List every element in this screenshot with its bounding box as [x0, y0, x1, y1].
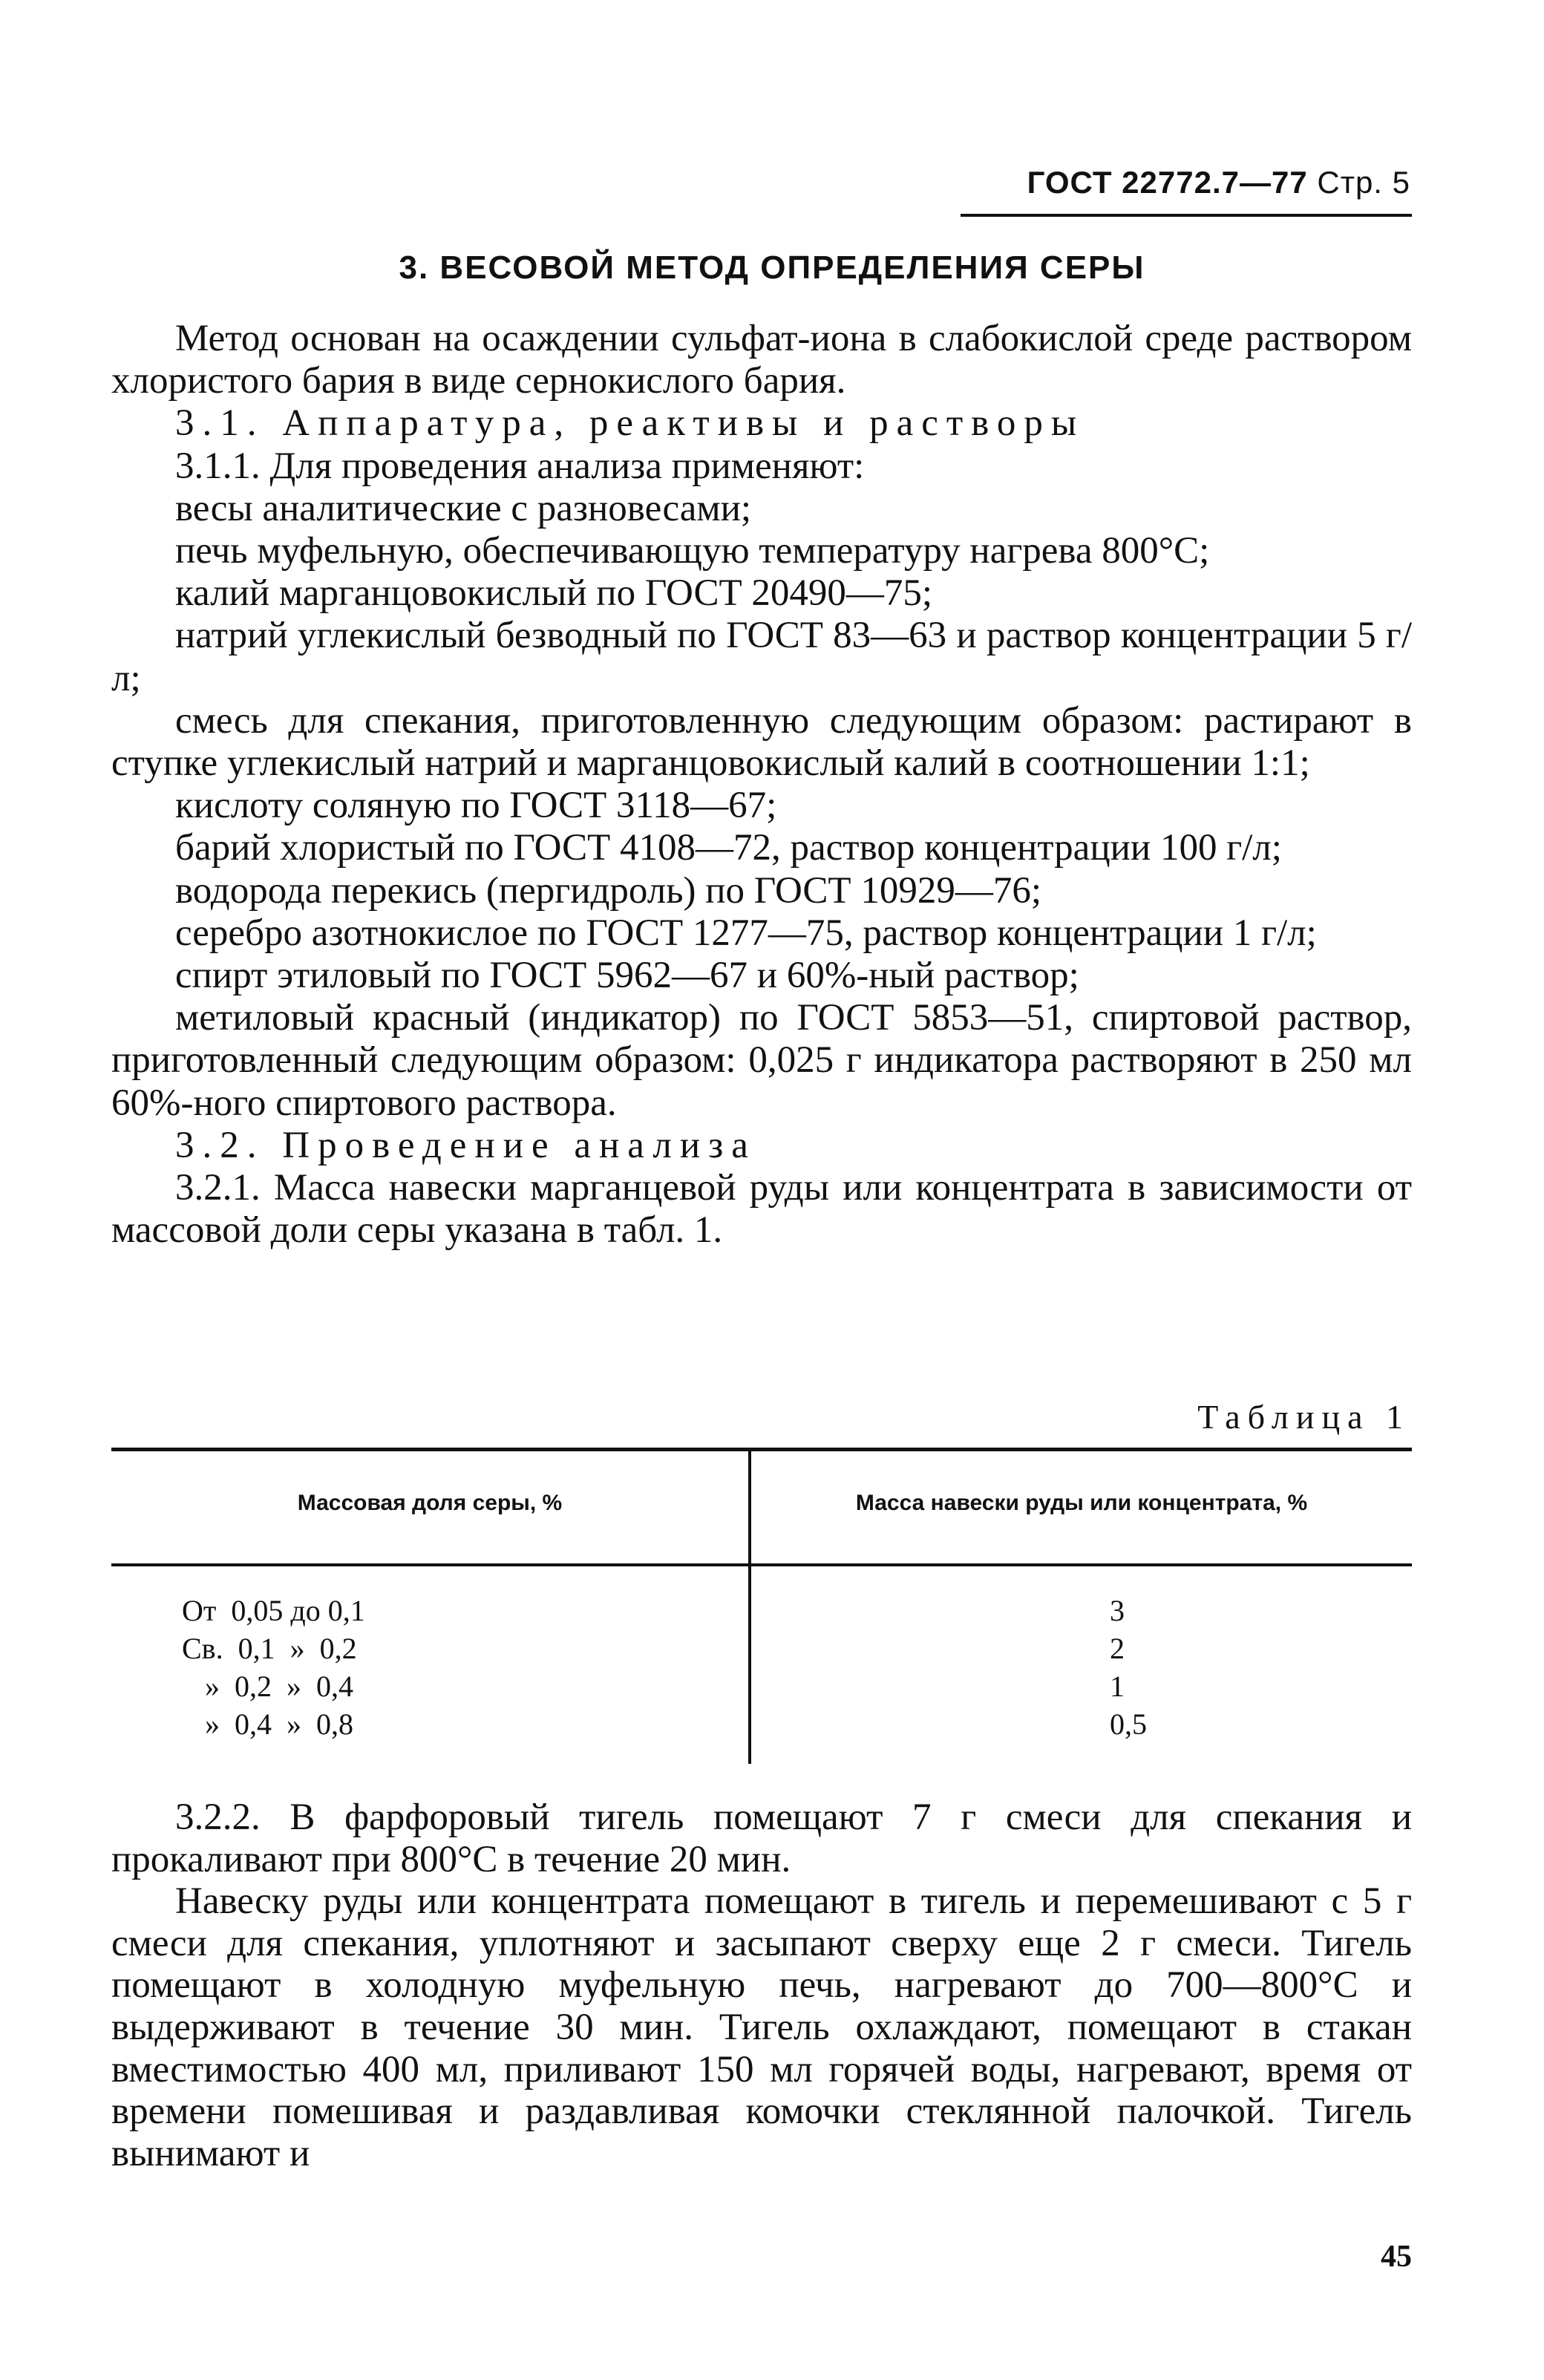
running-header: [964, 165, 1410, 200]
gost-number: ГОСТ 22772.7—77: [1027, 165, 1308, 200]
section-title: 3. ВЕСОВОЙ МЕТОД ОПРЕДЕЛЕНИЯ СЕРЫ: [399, 249, 1145, 286]
list-item: водорода перекись (пергидроль) по ГОСТ 10929—76;: [175, 869, 1041, 912]
paragraph: 3.2.1. Масса навески марганцевой руды или концентрата в зависимости от массовой доли серы указана в табл. 1.: [111, 1167, 1412, 1252]
table-row: [111, 1669, 1412, 1707]
list-item: натрий углекислый безводный по ГОСТ 83—63 и раствор концентрации 5 г/л;: [111, 615, 1412, 699]
table-row: [111, 1593, 1412, 1631]
list-item: барий хлористый по ГОСТ 4108—72, раствор концентрации 100 г/л;: [175, 827, 1282, 869]
sulfur-table: [111, 1448, 1412, 1767]
table-caption: Таблица 1: [1197, 1398, 1410, 1436]
list-item: кислоту соляную по ГОСТ 3118—67;: [175, 785, 777, 827]
paragraph: 3.2.2. В фарфоровый тигель помещают 7 г смеси для спекания и прокаливают при 800°С в течение 20 мин.: [111, 1797, 1412, 1880]
list-item: весы аналитические с разновесами;: [175, 487, 752, 529]
body-text: [111, 318, 1412, 1252]
subsection-heading: 3.1. Аппаратура, реактивы и растворы: [175, 402, 1085, 445]
paragraph: Навеску руды или концентрата помещают в тигель и перемешивают с 5 г смеси для спекания, уплотняют и засыпают сверху еще 2 г смеси. Тигель помещают в холодную муфельную печь, нагревают до 700—800°С и выдерживают в течение 30 мин. Тигель охлаждают, помещают в стакан вместимостью 400 мл, приливают 150 мл горячей воды, нагревают, время от времени помешивая и раздавливая комочки стеклянной палочкой. Тигель вынимают и: [111, 1880, 1412, 2174]
list-item: печь муфельную, обеспечивающую температуру нагрева 800°С;: [175, 530, 1210, 572]
body-text-continued: [111, 1797, 1412, 2174]
table-cell-sulfur-fraction: » 0,4 » 0,8: [205, 1707, 353, 1741]
page-number: 45: [1381, 2240, 1412, 2274]
list-item: смесь для спекания, приготовленную следующим образом: растирают в ступке углекислый натрий и марганцовокислый калий в соотношении 1:1;: [111, 699, 1412, 785]
table-header-sulfur-fraction: Массовая доля серы, %: [297, 1491, 563, 1515]
list-item: спирт этиловый по ГОСТ 5962—67 и 60%-ный раствор;: [175, 955, 1079, 997]
table-body: [111, 1593, 1412, 1745]
paragraph: 3.1.1. Для проведения анализа применяют:: [175, 445, 865, 487]
table-cell-sulfur-fraction: Св. 0,1 » 0,2: [182, 1632, 357, 1665]
list-item: метиловый красный (индикатор) по ГОСТ 5853—51, спиртовой раствор, приготовленный следующим образом: 0,025 г индикатора растворяют в 250 мл 60%-ного спиртового раствора.: [111, 997, 1412, 1124]
table-row: [111, 1631, 1412, 1669]
table-header-sample-mass: Масса навески руды или концентрата, %: [855, 1491, 1308, 1515]
list-item: калий марганцовокислый по ГОСТ 20490—75;: [175, 572, 933, 615]
page-label: Стр. 5: [1317, 165, 1410, 200]
table-cell-sample-mass: 2: [1110, 1632, 1125, 1665]
header-rule: [961, 214, 1412, 217]
subsection-heading: 3.2. Проведение анализа: [175, 1124, 756, 1166]
table-cell-sample-mass: 3: [1110, 1594, 1125, 1627]
table-cell-sulfur-fraction: » 0,2 » 0,4: [205, 1670, 353, 1703]
list-item: серебро азотнокислое по ГОСТ 1277—75, раствор концентрации 1 г/л;: [175, 912, 1317, 954]
table-top-rule: [111, 1448, 1412, 1451]
table-header-rule: [111, 1563, 1412, 1566]
table-cell-sulfur-fraction: От 0,05 до 0,1: [182, 1594, 365, 1627]
paragraph: Метод основан на осаждении сульфат-иона в слабокислой среде раствором хлористого бария в виде сернокислого бария.: [111, 318, 1412, 402]
table-row: [111, 1707, 1412, 1745]
table-cell-sample-mass: 0,5: [1110, 1707, 1147, 1741]
table-cell-sample-mass: 1: [1110, 1670, 1125, 1703]
